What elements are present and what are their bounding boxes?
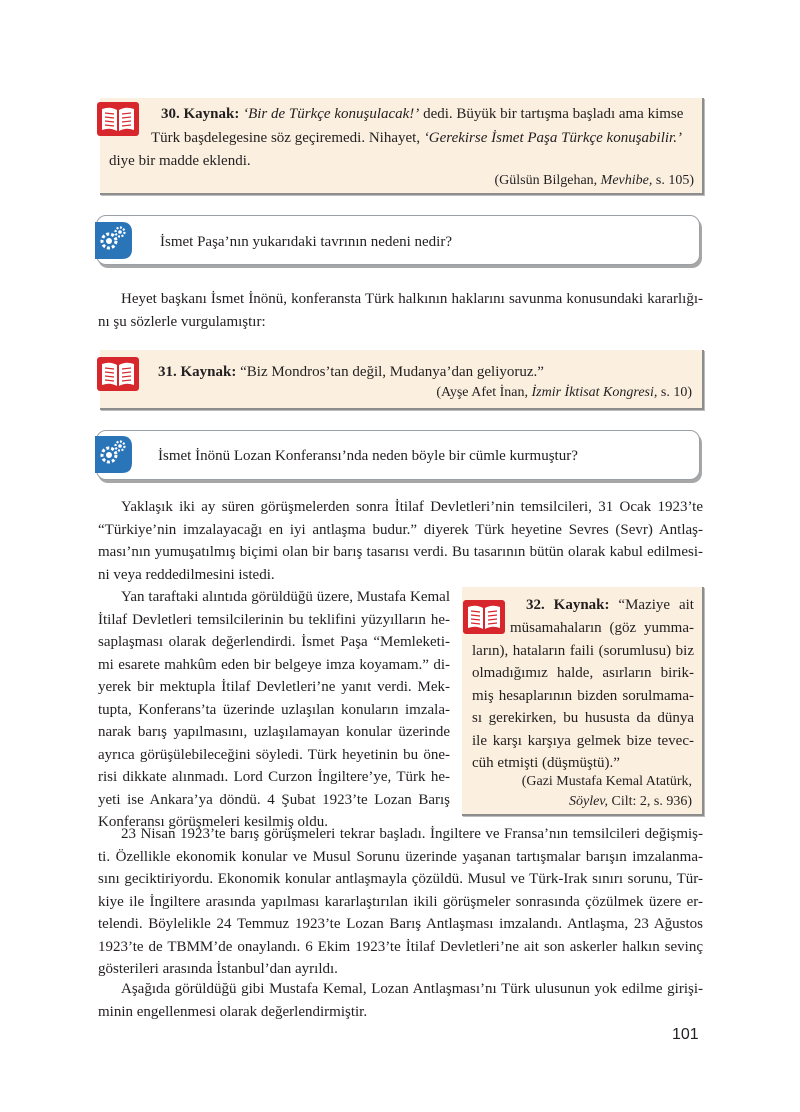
page-number: 101 [672,1026,699,1043]
paragraph-4 [98,823,703,981]
source-32-line: müsamahaların (göz yumma- [510,620,694,636]
paragraph-line: Konferansı görüşmeleri kesilmiş oldu. [98,814,328,830]
paragraph-line: Aşağıda görüldüğü gibi Mustafa Kemal, Lozan Antlaşması’nı Türk ulusunun yok edilme girişi- [121,981,703,997]
paragraph-line: ti. Özellikle ekonomik konular ve Musul Sorunu üzerinde yaşanan tartışmalar barışın imzalanma- [98,848,703,865]
citation-book: İzmir İktisat Kongresi, [531,385,658,400]
source-30-quote2: ‘Gerekirse İsmet Paşa Türkçe konuşabilir.’ [423,130,682,146]
question-1-text: İsmet Paşa’nın yukarıdaki tavrının nedeni nedir? [160,234,452,250]
paragraph-line: ayrıca görüşülebileceğini söyledi. Türk heyetinin bu öne- [98,746,450,763]
source-31-text: “Biz Mondros’tan değil, Mudanya’dan geliyoruz.” [236,364,544,380]
gear-icon [92,219,134,261]
citation-author: (Ayşe Afet İnan, [436,385,532,400]
paragraph-line: ni veya reddedilmesini istedi. [98,566,275,583]
paragraph-line: telendi. Böylelikle 24 Temmuz 1923’te Lozan Barış Antlaşması imzalandı. Antlaşma, 23 Ağustos [98,916,703,932]
source-30-line3: diye bir madde eklendi. [109,153,251,169]
paragraph-line: saplaşması olarak değerlendirdi. İsmet Paşa “Memleketi- [98,634,450,650]
source-30-quote1: ‘Bir de Türkçe konuşulacak!’ [243,106,420,122]
source-31-citation [436,383,692,403]
paragraph-5 [98,978,703,1023]
paragraph-line: “Türkiye’nin imzalayacağı en iyi antlaşma budur.” diyerek Türk heyetine Sevres (Sevr) Antlaş- [98,521,703,538]
paragraph-line: ması’nın yumuşatılmış biçimi olan bir barış tasarısı verdi. Bu tasarının bütün olarak kabul edilmesi- [98,544,703,560]
source-32-citation-2 [569,792,692,812]
paragraph-line: sını geciktiriyordu. Ekonomik konular antlaşmayla çözüldü. Musul ve Türk-Irak sınırı sorunu, Tür- [98,871,703,887]
paragraph-line: gösterileri arasında İstanbul’dan ayrıldı. [98,961,338,977]
paragraph-line: mi esarete mahkûm eden bir belgeye imza koyamam.” di- [98,656,450,673]
paragraph-1 [98,288,703,333]
source-32-citation-1: (Gazi Mustafa Kemal Atatürk, [521,774,692,789]
source-30-line2-text: Türk başdelegesine söz geçiremedi. Nihayet, [151,130,424,146]
citation-page: s. 105) [652,173,694,188]
source-32-line: sı gerekirken, bu hususta da dünya [472,710,694,726]
citation-book: Mevhibe, [600,173,653,188]
source-30-citation [495,171,694,191]
source-30-text1: dedi. Büyük bir tartışma başladı ama kimse [419,106,684,122]
paragraph-line: yeti ise Ankara’ya döndü. 4 Şubat 1923’te Lozan Barış [98,791,450,808]
source-31-line1 [158,361,544,384]
source-32-text: “Maziye ait [609,597,694,613]
paragraph-line: Heyet başkanı İsmet İnönü, konferansta Türk halkının haklarını savunma konusundaki kararlığı- [121,291,703,307]
paragraph-2 [98,496,703,586]
citation-author: (Gülsün Bilgehan, [494,173,601,188]
source-30-line2 [151,127,682,150]
source-32-line: olmadığımız halde, asırların birik- [472,665,694,681]
paragraph-line: 23 Nisan 1923’te barış görüşmeleri tekrar başladı. İngiltere ve Fransa’nın temsilcileri değişmiş- [121,826,703,842]
paragraph-line: İtilaf Devletleri temsilcilerinin bu teklifini yüzyılların he- [98,611,450,628]
citation-page: Cilt: 2, s. 936) [607,794,692,809]
source-31-label: 31. Kaynak: [158,364,237,380]
paragraph-line: risi dikkate alınmadı. Lord Curzon İngiltere’ye, Türk he- [98,769,450,785]
paragraph-line: kiye ile İngiltere arasında yapılması kararlaştırılan ikili görüşmeler sonrasında çözülmek üzere er- [98,893,703,910]
paragraph-line: tupta, Konferans’ta üzerinde uzlaşılan konuların imzala- [98,701,450,718]
paragraph-3 [98,586,450,834]
source-32-line: cüh etmişti (düşmüştü).” [472,755,620,771]
paragraph-line: narak barış yapılmasını, uzlaşılamayan konular üzerinde [98,724,450,740]
paragraph-line: Yan taraftaki alıntıda görüldüğü üzere, Mustafa Kemal [121,589,450,605]
paragraph-line: nı şu sözlerle vurgulamıştır: [98,313,266,330]
citation-book: Söylev, [568,794,608,809]
citation-page: s. 10) [657,385,692,400]
source-30-label: 30. Kaynak: [161,106,240,122]
gear-icon [92,433,134,475]
source-32-body [472,617,694,775]
paragraph-line: 1923’te de TBMM’de onaylandı. 6 Ekim 1923’te İtilaf Devletleri’ne ait son askerler halkın sevinç [98,938,703,955]
question-2-text: İsmet İnönü Lozan Konferansı’nda neden böyle bir cümle kurmuştur? [158,448,578,464]
source-32-line: miş hesaplarının bizden sorulmama- [472,687,694,704]
source-32-line: ların), hataların faili (sorumlusu) biz [472,642,694,659]
paragraph-line: Yaklaşık iki ay süren görüşmelerden sonra İtilaf Devletleri’nin temsilcileri, 31 Ocak 1923’te [121,499,703,515]
book-icon [96,100,140,138]
source-32-label: 32. Kaynak: [526,597,610,613]
paragraph-line: minin engellenmesi olarak değerlendirmiştir. [98,1003,368,1020]
source-30-line1 [161,103,697,126]
source-32-line1 [526,594,694,617]
paragraph-line: yerek bir mektupla İtilaf Devletleri’ne yanıt verdi. Mek- [98,679,450,695]
book-icon [96,355,140,393]
source-32-line: ile karşı karşıya gelmek bize tevec- [472,732,694,749]
